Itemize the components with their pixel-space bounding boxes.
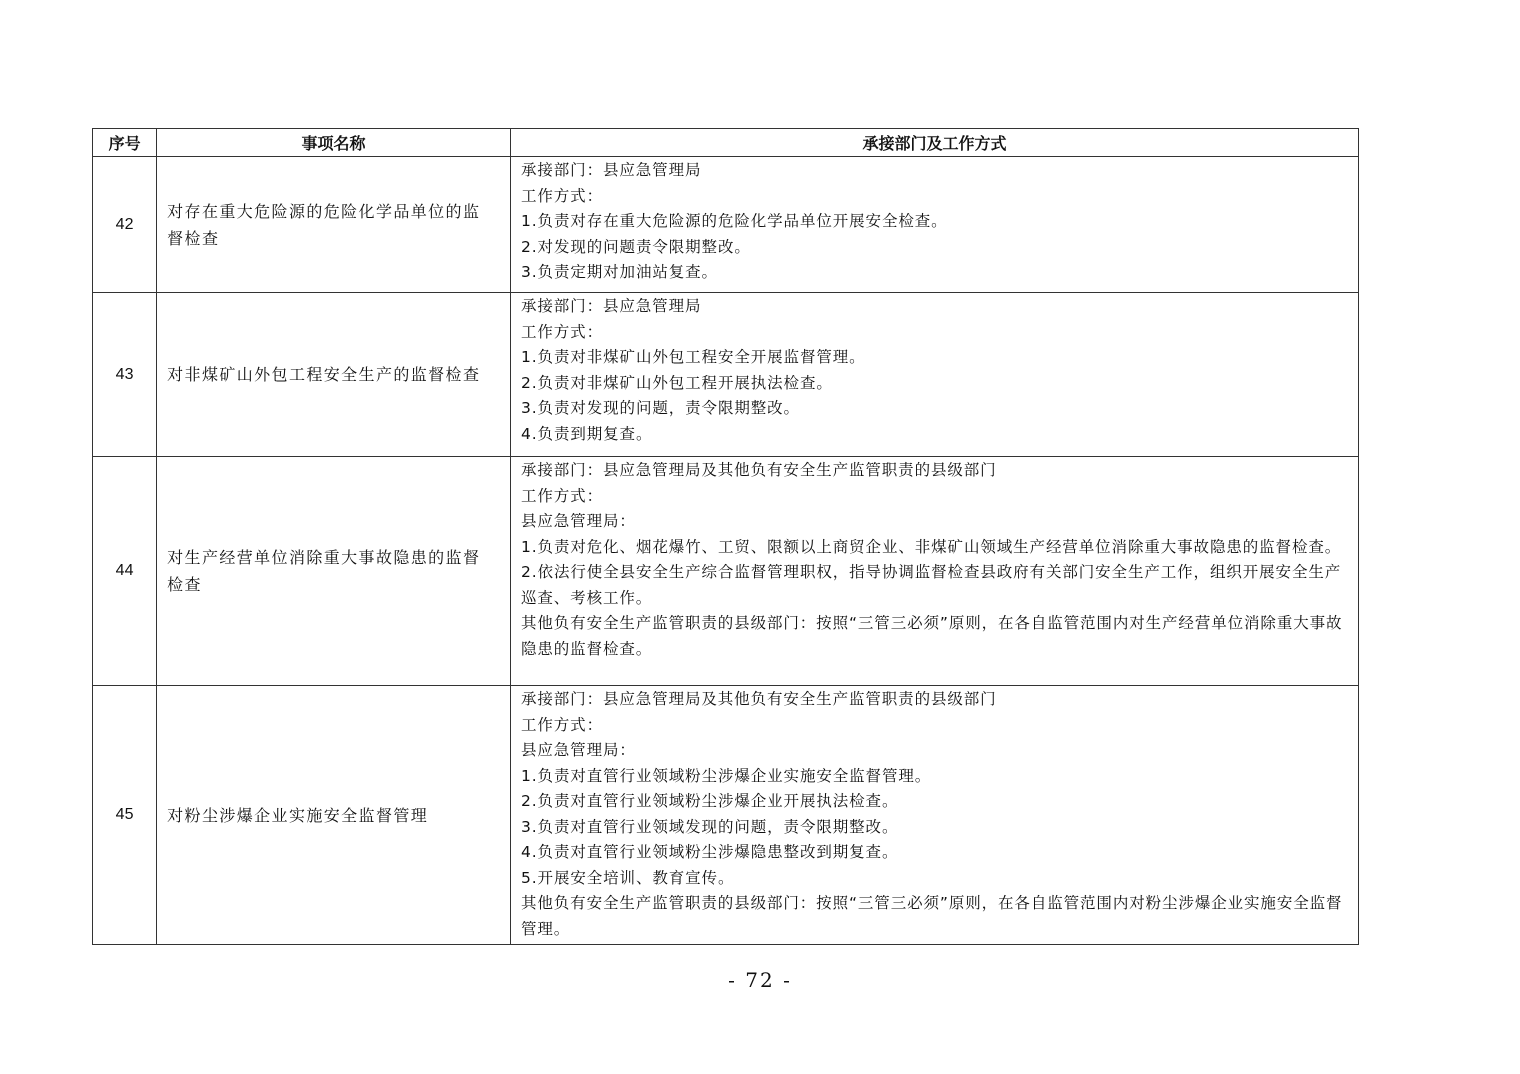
item-name: 对粉尘涉爆企业实施安全监督管理 bbox=[157, 686, 511, 945]
table-row bbox=[93, 457, 1359, 686]
department-method bbox=[510, 457, 1358, 686]
row-number: 42 bbox=[93, 157, 157, 293]
dept-line: 2.对发现的问题责令限期整改。 bbox=[520, 237, 751, 256]
dept-line: 5.开展安全培训、教育宣传。 bbox=[520, 868, 735, 887]
row-number: 44 bbox=[93, 457, 157, 686]
dept-line: 3.负责定期对加油站复查。 bbox=[520, 263, 718, 281]
dept-line: 县应急管理局： bbox=[520, 741, 636, 759]
table-row bbox=[93, 157, 1359, 293]
dept-line: 3.负责对发现的问题，责令限期整改。 bbox=[520, 399, 800, 417]
dept-line: 工作方式： bbox=[520, 186, 603, 205]
dept-line: 4.负责到期复查。 bbox=[520, 424, 653, 443]
page-number: - 72 - bbox=[728, 968, 792, 992]
department-method bbox=[510, 157, 1358, 293]
table-header-row bbox=[93, 129, 1359, 157]
row-number: 43 bbox=[93, 293, 157, 457]
table-row bbox=[93, 293, 1359, 457]
department-method bbox=[510, 686, 1358, 945]
header-number: 序号 bbox=[93, 129, 157, 157]
dept-line: 1.负责对非煤矿山外包工程安全开展监督管理。 bbox=[520, 348, 866, 366]
dept-line: 其他负有安全生产监管职责的县级部门：按照“三管三必须”原则，在各自监管范围内对生产经营单位消除重大事故隐患的监督检查。 bbox=[520, 614, 1343, 658]
dept-line: 1.负责对直管行业领域粉尘涉爆企业实施安全监督管理。 bbox=[520, 766, 932, 785]
dept-line: 1.负责对危化、烟花爆竹、工贸、限额以上商贸企业、非煤矿山领域生产经营单位消除重大事故隐患的监督检查。 bbox=[520, 537, 1342, 556]
item-name: 对存在重大危险源的危险化学品单位的监督检查 bbox=[157, 157, 511, 293]
dept-line: 县应急管理局： bbox=[520, 512, 636, 530]
header-item-name: 事项名称 bbox=[157, 129, 511, 157]
item-name: 对生产经营单位消除重大事故隐患的监督检查 bbox=[157, 457, 511, 686]
row-number: 45 bbox=[93, 686, 157, 945]
dept-line: 2.负责对直管行业领域粉尘涉爆企业开展执法检查。 bbox=[520, 792, 899, 810]
dept-line: 承接部门：县应急管理局及其他负有安全生产监管职责的县级部门 bbox=[520, 690, 997, 708]
dept-line: 工作方式： bbox=[520, 322, 603, 341]
dept-line: 其他负有安全生产监管职责的县级部门：按照“三管三必须”原则，在各自监管范围内对粉尘涉爆企业实施安全监督管理。 bbox=[520, 894, 1343, 938]
dept-line: 承接部门：县应急管理局及其他负有安全生产监管职责的县级部门 bbox=[520, 461, 997, 479]
dept-line: 工作方式： bbox=[520, 486, 603, 505]
dept-line: 3.负责对直管行业领域发现的问题，责令限期整改。 bbox=[520, 817, 899, 836]
dept-line: 承接部门：县应急管理局 bbox=[520, 161, 702, 179]
item-name: 对非煤矿山外包工程安全生产的监督检查 bbox=[157, 293, 511, 457]
department-method bbox=[510, 293, 1358, 457]
dept-line: 工作方式： bbox=[520, 715, 603, 734]
dept-line: 2.负责对非煤矿山外包工程开展执法检查。 bbox=[520, 373, 833, 392]
dept-line: 4.负责对直管行业领域粉尘涉爆隐患整改到期复查。 bbox=[520, 843, 899, 861]
dept-line: 2.依法行使全县安全生产综合监督管理职权，指导协调监督检查县政府有关部门安全生产工作，组织开展安全生产巡查、考核工作。 bbox=[520, 563, 1342, 607]
header-department-method: 承接部门及工作方式 bbox=[510, 129, 1358, 157]
table-row bbox=[93, 686, 1359, 945]
dept-line: 承接部门：县应急管理局 bbox=[520, 297, 702, 315]
responsibility-table bbox=[92, 128, 1359, 945]
dept-line: 1.负责对存在重大危险源的危险化学品单位开展安全检查。 bbox=[520, 212, 948, 230]
